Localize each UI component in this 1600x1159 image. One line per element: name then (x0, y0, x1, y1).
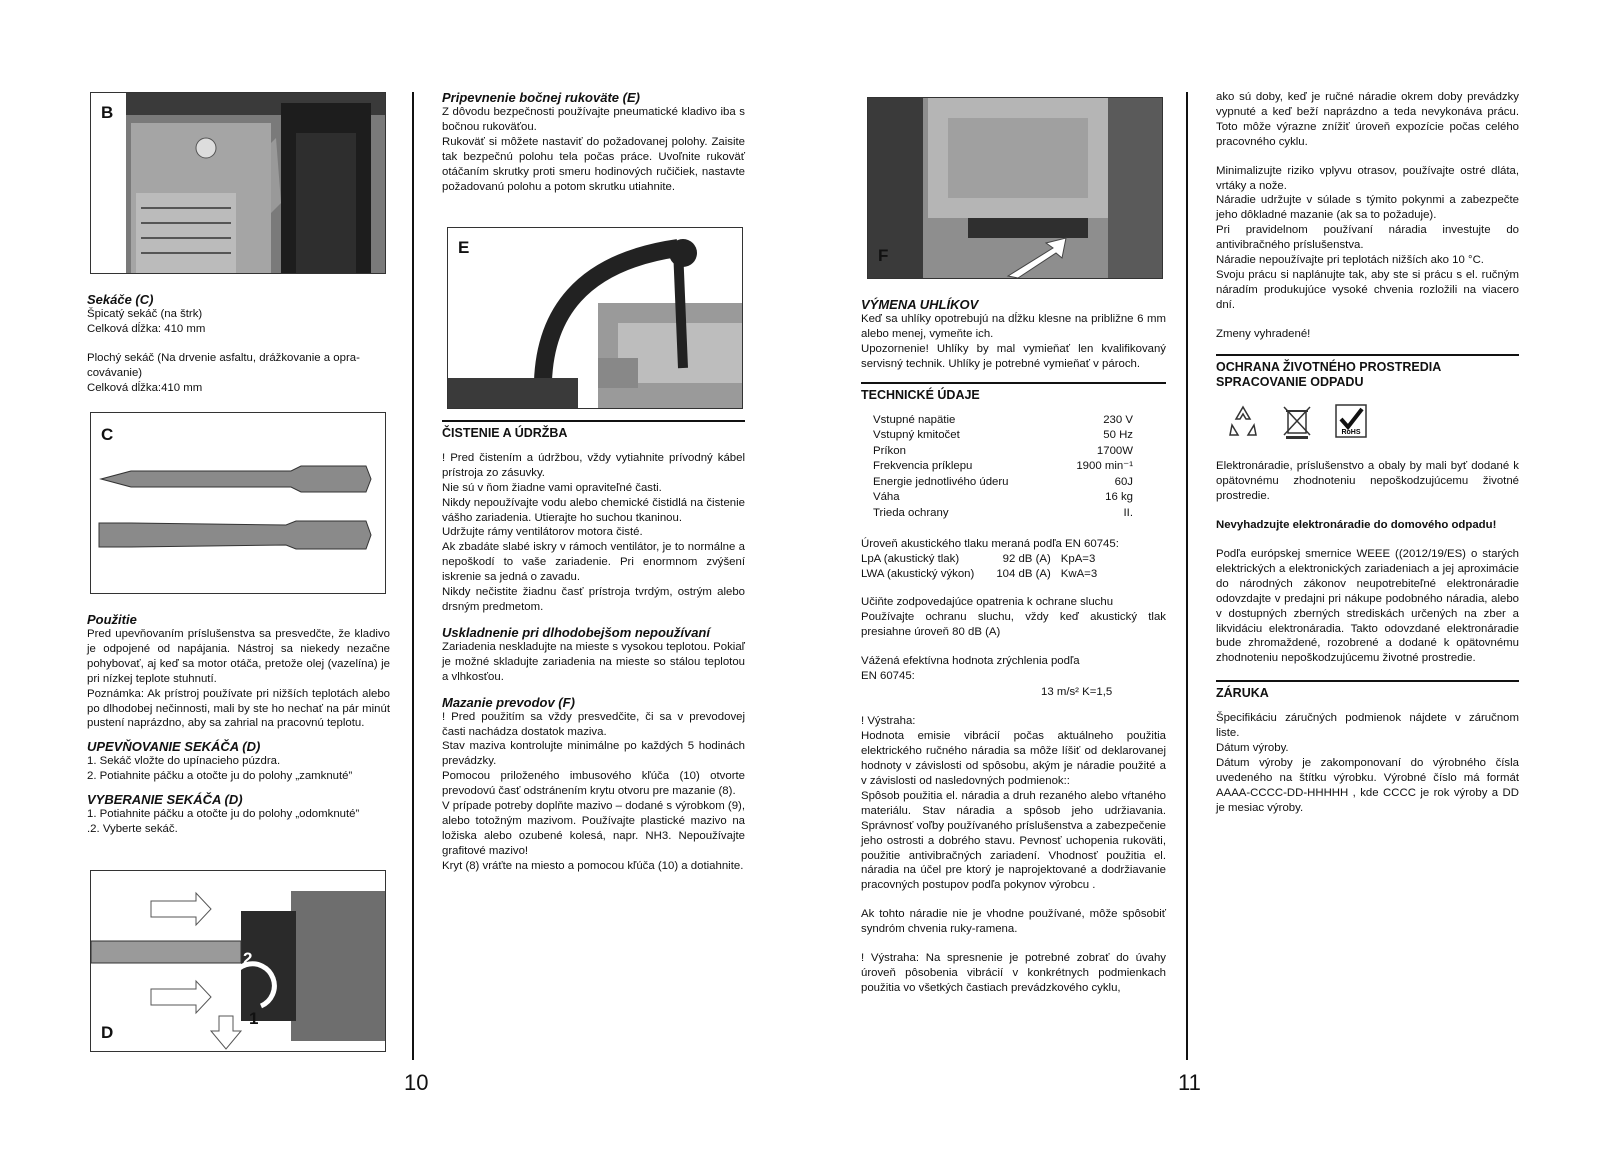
spec-row (873, 475, 1133, 491)
cistenie-text: ! Pred čistením a údržbou, vždy vytiahnite prívodný kábel prístroja zo zásuvky. Nie sú v ňom žiadne vami opraviteľné časti. Nikdy nepoužívajte vodu alebo chemické čistidlá na čistenie vášho zariadenia. Utierajte ho suchou tkaninou. Udržujte rámy ventilátorov motora čisté. Ak zbadáte slabé iskry v rámoch ventilátor, je to normálne a nepoškodí to vaše zariadenie. Pri enormnom zvýšení iskrenie sa jedná o zavadu. Nikdy nečistite žiadnu časť prístroja tvrdým, ostrým alebo drsným predmetom. (442, 451, 745, 613)
vymena-text: Keď sa uhlíky opotrebujú na dĺžku klesne na približne 6 mm alebo menej, vymeňte ich. Upozornenie! Uhlíky by mal vymieňať len kvalifikovaný servisný technik. Uhlíky je potrebné vymieňať v pároch. (861, 313, 1166, 370)
figure-label-d: D (101, 1023, 114, 1042)
vyberanie-text: 1. Potiahnite páčku a otočte ju do polohy „odomknuté” .2. Vyberte sekáč. (87, 808, 360, 836)
spec-label: Váha (873, 491, 900, 504)
cistenie-heading: ČISTENIE A ÚDRŽBA (442, 420, 745, 441)
spec-value: 60J (1114, 475, 1133, 488)
spec-value: II. (1123, 506, 1133, 519)
crossed-bin-icon (1280, 403, 1314, 439)
gear-cover-illustration (868, 98, 1162, 278)
spec-value: 1900 min⁻¹ (1076, 460, 1133, 473)
warning-1: ! Výstraha: Hodnota emisie vibrácií počas aktuálneho použitia elektrického ručného náradia sa môže líšiť od deklarovanej hodnoty v závislosti od spôsobu, akým je náradie použité a v závislosti od nasledovných podmienok:: Spôsob použitia el. náradia a druh rezaného alebo vŕtaného materiálu. Stav náradia a spôsob jeho udržiavania. Správnosť voľby používaného príslušenstva a zabezpečenie jeho ostrosti a dobrého stavu. Pevnosť uchopenia rukoväti, použitie antivibračných zariadení. Vhodnosť použitia el. náradia na účel pre ktorý je naprojektované a dodržiavanie pracovných postupov podľa pokynov výrobcu . (861, 715, 1166, 892)
weee-text: Podľa európskej smernice WEEE ((2012/19/ES) o starých elektrických a elektronických zariadeniach a jej aproximácie do národných zákonov neupotrebiteľné elektronáradie odovzdajte v predajni pri nákupe podobného náradia, alebo v dostupných zberných strediskách určených na zber a likvidáciu elektronáradia. Takto odovzdané elektronáradie bude zhromaždené, rozobrené a dodané k opätovnému zhodnoteniu nepoškodzujúcemu životné prostredie. (1216, 548, 1519, 665)
noise-row (861, 567, 1107, 583)
sekace-flat-text: Plochý sekáč (Na drvenie asfaltu, drážkovanie a opra- covávanie) Celková dĺžka:410 mm (87, 351, 360, 394)
warning-2: ! Výstraha: Na spresnenie je potrebné zobrať do úvahy úroveň pôsobenia vibrácií v konkrétnych podmienkach použitia vo všetkých častiach prevádzkového cyklu, (861, 952, 1166, 994)
noise-k: KpA=3 (1060, 552, 1096, 565)
minimize-text: Minimalizujte riziko vplyvu otrasov, používajte ostré dláta, vrtáky a nože. Náradie udržujte v súlade s týmito pokynmi a zabezpečte jeho dôkladné mazanie (ak sa to požaduje). Pri pravidelnom používaní náradia investujte do antivibračného príslušenstva. Náradie nepoužívajte pri teplotách nižších ako 10 °C. Svoju prácu si naplánujte tak, aby ste si prácu s el. ručným náradím produkujúce vysoké chvenia rozložili na viacero dní. (1216, 164, 1519, 311)
recycle-icon (1226, 403, 1260, 439)
figure-c-chisels (90, 412, 386, 594)
figure-e-side-handle (447, 227, 743, 409)
spec-value: 16 kg (1105, 491, 1133, 504)
pripevnenie-title: Pripevnenie bočnej rukoväte (E) (442, 90, 640, 105)
arrow-number-1: 1 (249, 1009, 259, 1028)
spec-value: 50 Hz (1103, 429, 1133, 442)
vymena-title: VÝMENA UHLÍKOV (861, 297, 979, 312)
spec-row (873, 428, 1133, 444)
warranty-text: Špecifikáciu záručných podmienok nájdete v záručnom liste. Dátum výroby. Dátum výroby je zakomponovaní do výrobného čísla uvedeného na štítku výrobku. Výrobné číslo má formát AAAA-CCCC-DD-HHHHH , kde CCCC je rok výroby a DD je mesiac výroby. (1216, 712, 1519, 814)
column-2-top (442, 90, 745, 194)
pripevnenie-text: Z dôvodu bezpečnosti používajte pneumatické kladivo iba s bočnou rukoväťou. Rukoväť si môžete nastaviť do požadovanej polohy. Zaisite tak bezpečnú polohu tela počas práce. Uvoľnite rukoväť otáčaním skrutky proti smeru hodinových ručičiek, nastavte požadovanú polohu a potom skrutku utiahnite. (442, 106, 745, 193)
spec-row (873, 413, 1133, 429)
continuation-text: ako sú doby, keď je ručné náradie okrem doby prevádzky vypnuté a keď beží naprázdno a teda nevykonáva prácu. Toto môže výrazne znížiť úroveň expozície počas celého pracovného cyklu. (1216, 91, 1519, 148)
chisel-mount-illustration (91, 871, 385, 1051)
spec-value: 230 V (1103, 413, 1133, 426)
hammer-handle-illustration (91, 93, 385, 273)
spec-label: Energie jednotlivého úderu (873, 475, 1009, 488)
uskladnenie-text: Zariadenia neskladujte na mieste s vysokou teplotou. Pokiaľ je možné skladujte zariadenia na mieste so stálou teplotou a vlhkosťou. (442, 640, 745, 683)
figure-f-gear-cover (867, 97, 1163, 279)
spec-table (873, 413, 1133, 522)
figure-label-c: C (101, 425, 114, 444)
right-page-divider (1186, 92, 1188, 1060)
tech-heading: TECHNICKÉ ÚDAJE (861, 382, 1166, 403)
spec-row (873, 490, 1133, 506)
pouzitie-title: Použitie (87, 612, 137, 627)
noise-intro: Úroveň akustického tlaku meraná podľa EN 60745: (861, 538, 1119, 551)
noise-k: KwA=3 (1060, 568, 1098, 581)
left-page-divider (412, 92, 414, 1060)
warranty-heading: ZÁRUKA (1216, 680, 1519, 701)
disposal-icons (1226, 403, 1519, 439)
vibration-text: Vážená efektívna hodnota zrýchlenia podľa EN 60745: (861, 654, 1080, 682)
figure-label-b: B (101, 103, 114, 122)
column-4 (1216, 90, 1519, 816)
noise-row (861, 552, 1107, 568)
figure-b-hammer-handle (90, 92, 386, 274)
spec-label: Frekvencia príklepu (873, 460, 973, 473)
pouzitie-text: Pred upevňovaním príslušenstva sa presvedčte, že kladivo je odpojené od napájania. Nástroj sa niekedy nezačne pohybovať, aj keď sa motor otáča, pretože olej (vazelína) je pri nízkej teplote stuhnutí. Poznámka: Ak prístroj používate pri nižších teplotách alebo po dlhodobej nečinnosti, mali by ste ho nechať na pár minút pustení naprázdno, aby sa zahrial na pracovnú teplotu. (87, 628, 390, 730)
noise-label: LpA (akustický tlak) (861, 552, 960, 565)
vyberanie-title: VYBERANIE SEKÁČA (D) (87, 792, 243, 808)
spec-row (873, 506, 1133, 522)
environment-heading: OCHRANA ŽIVOTNÉHO PROSTREDIA SPRACOVANIE ODPADU (1216, 354, 1519, 390)
figure-d-chisel-mount (90, 870, 386, 1052)
environment-bold: Nevyhadzujte elektronáradie do domového odpadu! (1216, 519, 1497, 532)
column-2-lower (442, 420, 745, 874)
column-3 (861, 297, 1166, 996)
column-1 (87, 292, 390, 396)
rohs-icon (1334, 403, 1368, 439)
spec-row (873, 444, 1133, 460)
sekace-pointed-text: Špicatý sekáč (na štrk) Celková dĺžka: 410 mm (87, 308, 206, 335)
noise-value: 92 dB (A) (1002, 552, 1051, 565)
spec-value: 1700W (1096, 444, 1133, 457)
spec-label: Príkon (873, 444, 906, 457)
column-1-lower (87, 612, 390, 837)
page-number-left: 10 (404, 1070, 429, 1095)
spec-label: Trieda ochrany (873, 506, 949, 519)
rohs-label: RoHS (1341, 429, 1361, 437)
hearing-text: Učiňte zodpovedajúce opatrenia k ochrane sluchu Používajte ochranu sluchu, vždy keď akustický tlak presiahne úroveň 80 dB (A) (861, 595, 1166, 638)
noise-value: 104 dB (A) (996, 568, 1051, 581)
upevnovanie-text: 1. Sekáč vložte do upínacieho púzdra. 2. Potiahnite páčku a otočte ju do polohy „zamknuté” (87, 755, 353, 783)
sekace-title: Sekáče (C) (87, 292, 154, 307)
mazanie-text: ! Pred použitím sa vždy presvedčite, či sa v prevodovej časti nachádza dostatok maziva. Stav maziva kontrolujte minimálne po každých 5 hodinách prevádzky. Pomocou priloženého imbusového kľúča (10) otvorte prevodovú časť odstránením krytu otvoru pre mazanie (8). V prípade potreby doplňte mazivo – dodané s výrobkom (9), alebo totožným mazivom. Používajte plastické mazivo na ložiska alebo ozubené kolesá, napr. NH3. Nepoužívajte grafitové mazivo! Kryt (8) vráťte na miesto a pomocou kľúča (10) a dotiahnite. (442, 710, 745, 872)
noise-table (861, 552, 1107, 583)
spec-label: Vstupné napätie (873, 413, 956, 426)
mazanie-title: Mazanie prevodov (F) (442, 694, 575, 710)
figure-label-e: E (458, 238, 470, 257)
changes-reserved: Zmeny vyhradené! (1216, 327, 1311, 340)
side-handle-illustration (448, 228, 742, 408)
arrow-number-2: 2 (243, 949, 253, 968)
environment-text: Elektronáradie, príslušenstvo a obaly by mali byť dodané k opätovnému zhodnoteniu nepoškodzujúcemu životné prostredie. (1216, 460, 1519, 503)
spec-label: Vstupný kmitočet (873, 429, 960, 442)
vibration-value: 13 m/s² K=1,5 (1041, 686, 1113, 699)
uskladnenie-title: Uskladnenie pri dlhodobejšom nepoužívaní (442, 624, 710, 640)
syndrom-text: Ak tohto náradie nie je vhodne používané, môže spôsobiť syndróm chvenia ruky-ramena. (861, 908, 1166, 936)
upevnovanie-title: UPEVŇOVANIE SEKÁČA (D) (87, 739, 261, 755)
spec-row (873, 459, 1133, 475)
chisels-illustration (91, 413, 385, 593)
page-number-right: 11 (1178, 1070, 1201, 1095)
noise-label: LWA (akustický výkon) (861, 568, 975, 581)
figure-label-f: F (878, 246, 889, 265)
